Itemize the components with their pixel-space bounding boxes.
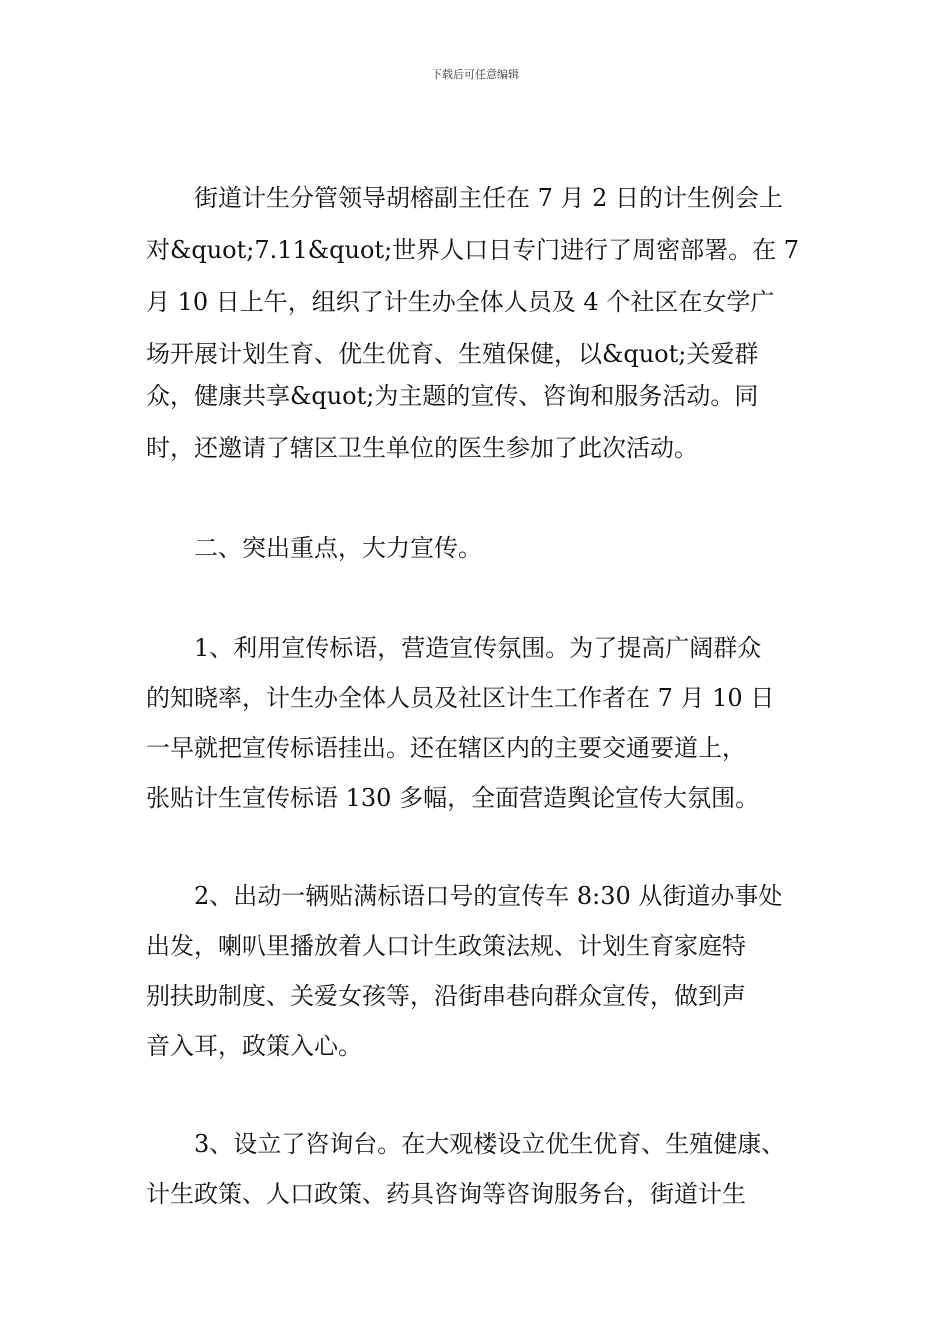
text-line: 对&quot;7.11&quot;世界人口日专门进行了周密部署。在 7 (146, 236, 800, 264)
text-line: 一早就把宣传标语挂出。还在辖区内的主要交通要道上， (146, 734, 746, 762)
text-line: 音入耳，政策入心。 (146, 1032, 362, 1060)
page-header: 下载后可任意编辑 (431, 68, 519, 81)
text-line: 别扶助制度、关爱女孩等，沿街串巷向群众宣传，做到声 (146, 982, 746, 1010)
text-line: 1、利用宣传标语，营造宣传氛围。为了提高广阔群众 (146, 634, 762, 662)
text-line: 街道计生分管领导胡榕副主任在 7 月 2 日的计生例会上 (146, 184, 784, 212)
text-line: 场开展计划生育、优生优育、生殖保健，以&quot;关爱群 (146, 340, 759, 368)
text-line: 张贴计生宣传标语 130 多幅，全面营造舆论宣传大氛围。 (146, 784, 760, 812)
text-line: 时，还邀请了辖区卫生单位的医生参加了此次活动。 (146, 434, 698, 462)
text-line: 2、出动一辆贴满标语口号的宣传车 8:30 从街道办事处 (146, 882, 783, 910)
text-line: 计生政策、人口政策、药具咨询等咨询服务台，街道计生 (146, 1180, 746, 1208)
text-line: 众，健康共享&quot;为主题的宣传、咨询和服务活动。同 (146, 382, 759, 410)
text-line: 出发，喇叭里播放着人口计生政策法规、计划生育家庭特 (146, 932, 746, 960)
text-line: 二、突出重点，大力宣传。 (146, 534, 482, 562)
text-line: 3、设立了咨询台。在大观楼设立优生优育、生殖健康、 (146, 1130, 786, 1158)
text-line: 月 10 日上午，组织了计生办全体人员及 4 个社区在女学广 (146, 288, 775, 316)
text-line: 的知晓率，计生办全体人员及社区计生工作者在 7 月 10 日 (146, 684, 775, 712)
